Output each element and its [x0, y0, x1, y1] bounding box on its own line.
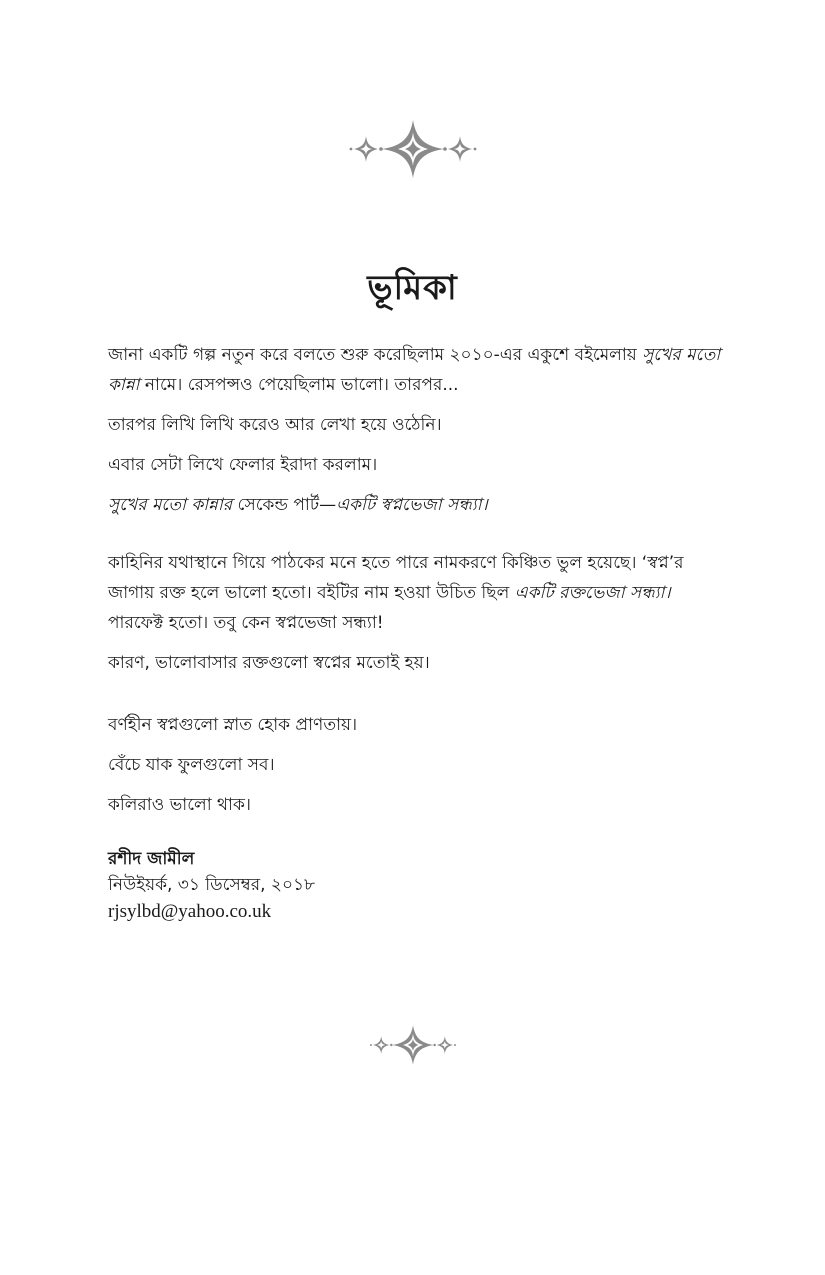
closing-block	[108, 710, 723, 830]
paragraph: বেঁচে যাক ফুলগুলো সব।	[108, 755, 275, 775]
paragraph: বর্ণহীন স্বপ্নগুলো স্নাত হোক প্রাণতায়।	[108, 715, 358, 735]
paragraph: কাহিনির যথাস্থানে গিয়ে পাঠকের মনে হতে পারে নামকরণে কিঞ্চিত ভুল হয়েছে। ‘স্বপ্ন’র জাগায় রক্ত হলে ভালো হতো। বইটির নাম হওয়া উচিত ছিল একটি রক্তভেজা সন্ধ্যা। পারফেক্ট হতো। তবু কেন স্বপ্নভেজা সন্ধ্যা!	[108, 553, 684, 633]
intro-block	[108, 340, 723, 530]
alt-book-title: একটি রক্তভেজা সন্ধ্যা।	[514, 583, 671, 603]
paragraph: জানা একটি গল্প নতুন করে বলতে শুরু করেছিলাম ২০১০-এর একুশে বইমেলায় সুখের মতো কান্না নামে। রেসপন্সও পেয়েছিলাম ভালো। তারপর...	[108, 345, 721, 395]
place-date: নিউইয়র্ক, ৩১ ডিসেম্বর, ২০১৮	[108, 875, 316, 895]
bottom-ornament	[0, 1024, 825, 1066]
paragraph: তারপর লিখি লিখি করেও আর লেখা হয়ে ওঠেনি।	[108, 415, 442, 435]
book-title: সুখের মতো কান্না	[108, 345, 721, 395]
paragraph: এবার সেটা লিখে ফেলার ইরাদা করলাম।	[108, 455, 378, 475]
page-title: ভূমিকা	[367, 268, 458, 308]
explanation-block	[108, 548, 723, 688]
book-title: একটি স্বপ্নভেজা সন্ধ্যা।	[336, 495, 488, 515]
paragraph: সুখের মতো কান্নার সেকেন্ড পার্ট—একটি স্বপ্নভেজা সন্ধ্যা।	[108, 495, 488, 515]
book-title: সুখের মতো কান্নার	[108, 495, 233, 515]
diamond-star-ornament-icon	[368, 1024, 458, 1066]
top-ornament	[0, 118, 825, 180]
author-email: rjsylbd@yahoo.co.uk	[108, 901, 272, 922]
paragraph: কলিরাও ভালো থাক।	[108, 795, 251, 815]
diamond-star-ornament-icon	[348, 118, 478, 180]
author-name: রশীদ জামীল	[108, 849, 195, 869]
signature	[108, 846, 608, 926]
paragraph: কারণ, ভালোবাসার রক্তগুলো স্বপ্নের মতোই হয়।	[108, 653, 430, 673]
